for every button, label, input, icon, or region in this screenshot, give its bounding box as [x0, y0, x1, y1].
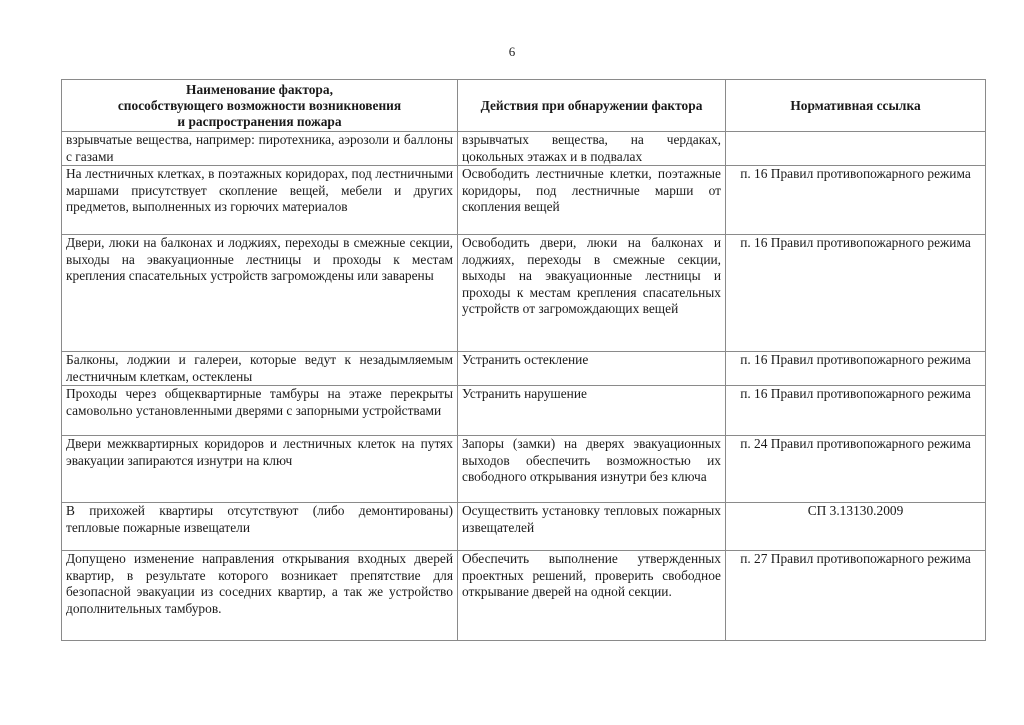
table-row — [62, 551, 986, 641]
table-row — [62, 503, 986, 551]
reference-cell: п. 16 Правил противопожарного режима — [726, 166, 986, 235]
header-reference: Нормативная ссылка — [726, 80, 986, 132]
table-row — [62, 166, 986, 235]
table-row — [62, 235, 986, 352]
action-cell: взрывчатых вещества, на чердаках, цокольных этажах и в подвалах — [458, 132, 726, 166]
action-cell: Устранить остекление — [458, 352, 726, 386]
action-cell: Обеспечить выполнение утвержденных проектных решений, проверить свободное открывание дверей на одной секции. — [458, 551, 726, 641]
factor-cell: взрывчатые вещества, например: пиротехника, аэрозоли и баллоны с газами — [62, 132, 458, 166]
header-factor-line-2: способствующего возможности возникновения — [117, 97, 402, 113]
action-cell: Освободить лестничные клетки, поэтажные коридоры, под лестничные марши от скопления вещей — [458, 166, 726, 235]
factor-cell: Проходы через общеквартирные тамбуры на этаже перекрыты самовольно установленными дверями с запорными устройствами — [62, 386, 458, 436]
factor-cell: Двери межквартирных коридоров и лестничных клеток на путях эвакуации запираются изнутри на ключ — [62, 436, 458, 503]
table-row — [62, 436, 986, 503]
reference-cell: п. 16 Правил противопожарного режима — [726, 352, 986, 386]
table-row — [62, 132, 986, 166]
factor-cell: Двери, люки на балконах и лоджиях, переходы в смежные секции, выходы на эвакуационные лестницы и проходы к местам крепления спасательных устройств загромождены или заварены — [62, 235, 458, 352]
header-factor-line-3: и распространения пожара — [177, 113, 342, 129]
reference-cell: СП 3.13130.2009 — [726, 503, 986, 551]
reference-cell — [726, 132, 986, 166]
table-header-row — [62, 80, 986, 132]
page-number: 6 — [508, 44, 516, 59]
reference-cell: п. 24 Правил противопожарного режима — [726, 436, 986, 503]
factor-cell: В прихожей квартиры отсутствуют (либо демонтированы) тепловые пожарные извещатели — [62, 503, 458, 551]
action-cell: Устранить нарушение — [458, 386, 726, 436]
action-cell: Запоры (замки) на дверях эвакуационных выходов обеспечить возможностью их свободного открывания изнутри без ключа — [458, 436, 726, 503]
reference-cell: п. 16 Правил противопожарного режима — [726, 386, 986, 436]
reference-cell: п. 27 Правил противопожарного режима — [726, 551, 986, 641]
action-cell: Освободить двери, люки на балконах и лоджиях, переходы в смежные секции, выходы на эвакуационные лестницы и проходы к местам крепления спасательных устройств от загромождающих вещей — [458, 235, 726, 352]
action-cell: Осуществить установку тепловых пожарных извещателей — [458, 503, 726, 551]
reference-cell: п. 16 Правил противопожарного режима — [726, 235, 986, 352]
factor-cell: Допущено изменение направления открывания входных дверей квартир, в результате которого возникает препятствие для безопасной эвакуации из соседних квартир, а так же устройство дополнительных тамбуров. — [62, 551, 458, 641]
header-factor — [62, 80, 458, 132]
header-factor-line-1: Наименование фактора, — [186, 81, 333, 97]
header-action: Действия при обнаружении фактора — [458, 80, 726, 132]
table-row — [62, 352, 986, 386]
table-row — [62, 386, 986, 436]
factor-cell: Балконы, лоджии и галереи, которые ведут к незадымляемым лестничным клеткам, остеклены — [62, 352, 458, 386]
factor-cell: На лестничных клетках, в поэтажных коридорах, под лестничными маршами присутствует скопление вещей, мебели и других предметов, выполненных из горючих материалов — [62, 166, 458, 235]
fire-factors-table — [61, 79, 986, 641]
